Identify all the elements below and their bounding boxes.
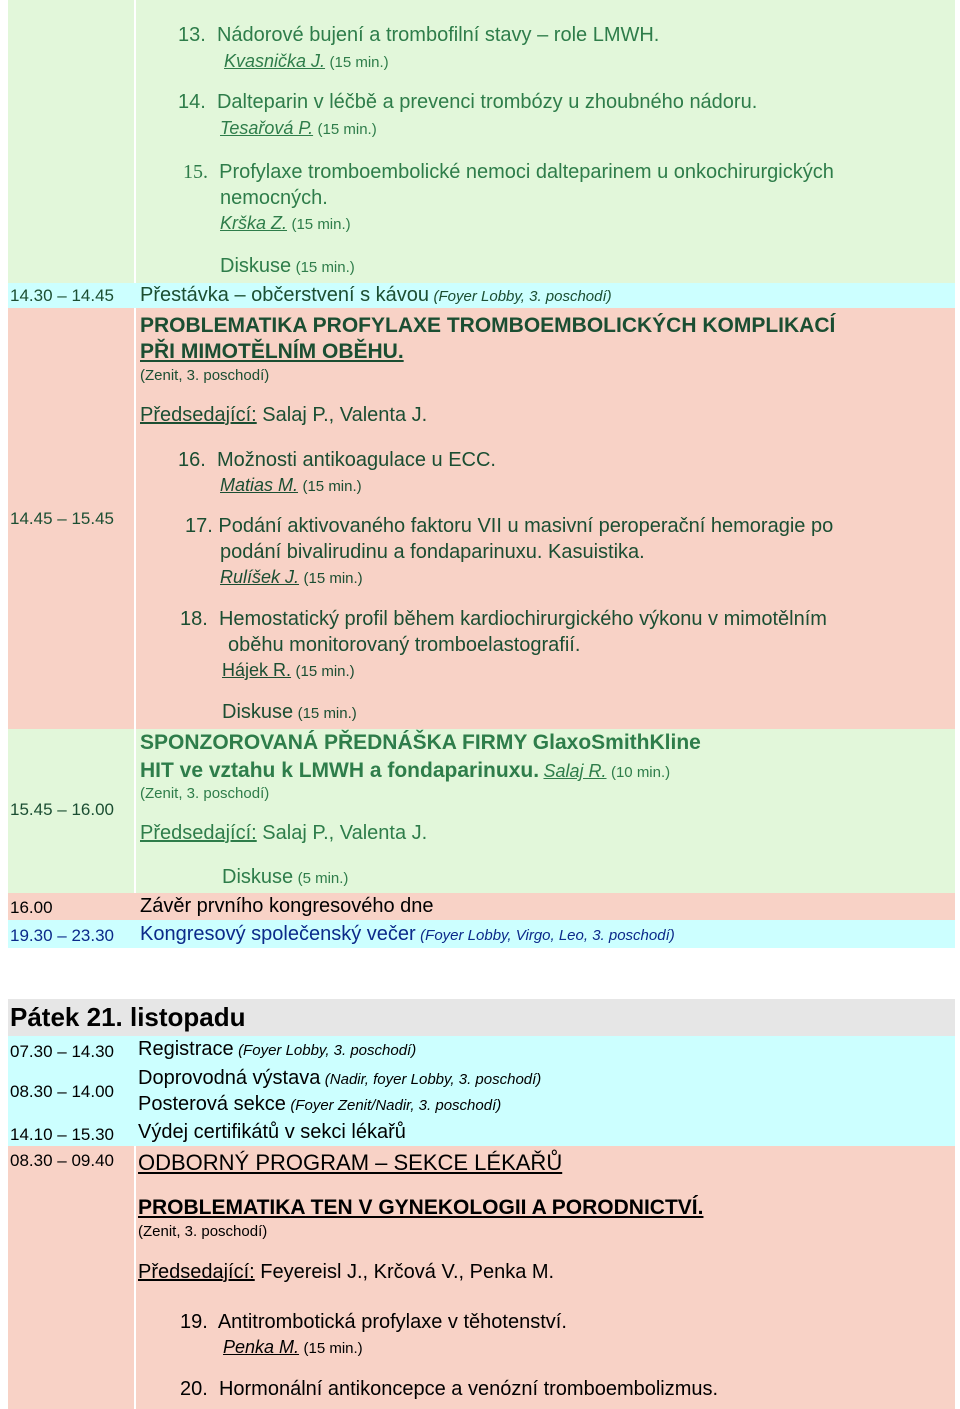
sponsored-talk-title: HIT ve vztahu k LMWH a fondaparinuxu. — [140, 759, 540, 782]
closing-time: 16.00 — [10, 898, 53, 917]
break1-location: (Foyer Lobby, 3. poschodí) — [433, 288, 612, 305]
talk-author: Tesařová P. — [220, 118, 314, 138]
session3-time: 15.45 – 16.00 — [10, 800, 114, 819]
day2-row-line — [138, 1093, 501, 1116]
session2-chairs-line — [140, 404, 427, 427]
talk-17-title — [185, 515, 833, 538]
talk-number: 20. — [180, 1378, 208, 1400]
day2-row-title: Registrace — [138, 1038, 234, 1060]
closing-title: Závěr prvního kongresového dne — [140, 895, 434, 917]
program-time: 08.30 – 09.40 — [10, 1151, 114, 1170]
talk-duration: (15 min.) — [317, 121, 377, 138]
discussion-duration: (5 min.) — [297, 870, 349, 887]
session2-location: (Zenit, 3. poschodí) — [140, 367, 270, 384]
talk-number: 16. — [178, 449, 206, 471]
talk-number: 14. — [178, 91, 206, 113]
day2-row-line — [138, 1038, 416, 1061]
program-chairs-line — [138, 1261, 554, 1284]
day2-row-title: Výdej certifikátů v sekci lékařů — [138, 1121, 406, 1143]
program-location: (Zenit, 3. poschodí) — [138, 1223, 268, 1240]
talk-15-author-line — [220, 213, 351, 234]
talk-author: Penka M. — [223, 1337, 300, 1357]
day2-row-time: 14.10 – 15.30 — [10, 1125, 114, 1144]
discussion-label: Diskuse — [220, 255, 292, 277]
day2-row-time: 08.30 – 14.00 — [10, 1082, 114, 1101]
discussion-label: Diskuse — [222, 701, 294, 723]
evening-line — [140, 923, 675, 946]
talk-13-author-line — [224, 51, 389, 72]
session3-discussion — [222, 866, 348, 889]
break1-line — [140, 284, 612, 307]
talk-20-title — [180, 1378, 718, 1401]
talk-duration: (15 min.) — [291, 216, 351, 233]
talk-number: 13. — [178, 24, 206, 46]
talk-title: Nádorové bujení a trombofilní stavy – role LMWH. — [216, 24, 660, 46]
talk-author: Rulíšek J. — [220, 567, 300, 587]
session2-title-line2: PŘI MIMOTĚLNÍM OBĚHU. — [140, 340, 404, 363]
chair-label: Předsedající: — [140, 404, 257, 426]
day2-row-title: Doprovodná výstava — [138, 1067, 321, 1089]
talk-number: 17. — [185, 515, 213, 537]
day2-row-location: (Nadir, foyer Lobby, 3. poschodí) — [324, 1071, 542, 1088]
talk-author: Matias M. — [220, 475, 299, 495]
talk-title: Možnosti antikoagulace u ECC. — [216, 449, 496, 471]
talk-15-title — [183, 161, 834, 184]
chairs: Feyereisl J., Krčová V., Penka M. — [260, 1261, 555, 1283]
talk-author: Salaj R. — [543, 761, 607, 781]
talk-author: Hájek R. — [222, 660, 292, 680]
talk-number: 19. — [180, 1311, 208, 1333]
column-divider — [134, 1146, 136, 1409]
session3-chairs-line — [140, 822, 427, 845]
talk-title: Dalteparin v léčbě a prevenci trombózy u zhoubného nádoru. — [216, 91, 758, 113]
day2-row-location: (Foyer Zenit/Nadir, 3. poschodí) — [290, 1097, 502, 1114]
day2-row-time: 07.30 – 14.30 — [10, 1042, 114, 1061]
talk-title: Profylaxe tromboembolické nemoci dalteparinem u onkochirurgických — [219, 161, 834, 183]
discussion-label: Diskuse — [222, 866, 294, 888]
day2-row-line — [138, 1067, 541, 1090]
talk-duration: (10 min.) — [610, 764, 671, 781]
chair-label: Předsedající: — [140, 822, 257, 844]
talk-duration: (15 min.) — [302, 478, 362, 495]
talk-16-author-line — [220, 475, 362, 496]
talk-author: Kvasnička J. — [224, 51, 326, 71]
talk-15-title-line2: nemocných. — [220, 187, 328, 209]
block1-discussion — [220, 255, 355, 278]
chairs: Salaj P., Valenta J. — [262, 822, 428, 844]
break1-time: 14.30 – 14.45 — [10, 286, 114, 305]
session3-location: (Zenit, 3. poschodí) — [140, 785, 270, 802]
talk-number: 18. — [180, 608, 208, 630]
talk-18-author-line — [222, 660, 355, 681]
column-divider — [134, 0, 136, 283]
talk-duration: (15 min.) — [303, 570, 363, 587]
day2-heading: Pátek 21. listopadu — [10, 1002, 246, 1032]
talk-18-title — [180, 608, 827, 631]
evening-time: 19.30 – 23.30 — [10, 926, 114, 945]
talk-14-author-line — [220, 118, 377, 139]
talk-title: Hemostatický profil během kardiochirurgického výkonu v mimotělním — [218, 608, 827, 630]
column-divider — [134, 308, 136, 893]
evening-title: Kongresový společenský večer — [140, 923, 416, 945]
talk-14-title — [178, 91, 757, 114]
program-heading: ODBORNÝ PROGRAM – SEKCE LÉKAŘŮ — [138, 1150, 563, 1175]
session3-title-line1: SPONZOROVANÁ PŘEDNÁŠKA FIRMY GlaxoSmithKline — [140, 731, 701, 754]
talk-19-author-line — [223, 1337, 363, 1358]
session2-time: 14.45 – 15.45 — [10, 509, 114, 528]
talk-duration: (15 min.) — [303, 1340, 363, 1357]
program-session-title: PROBLEMATIKA TEN V GYNEKOLOGII A PORODNICTVÍ. — [138, 1196, 704, 1219]
session3-title-line2 — [140, 759, 670, 783]
evening-location: (Foyer Lobby, Virgo, Leo, 3. poschodí) — [420, 927, 675, 944]
day2-row-title: Posterová sekce — [138, 1093, 286, 1115]
talk-19-title — [180, 1311, 567, 1334]
talk-17-author-line — [220, 567, 363, 588]
session2-title-line1: PROBLEMATIKA PROFYLAXE TROMBOEMBOLICKÝCH KOMPLIKACÍ — [140, 314, 836, 337]
talk-13-title — [178, 24, 659, 47]
talk-number: 15. — [183, 161, 208, 183]
talk-16-title — [178, 449, 496, 472]
discussion-duration: (15 min.) — [295, 259, 355, 276]
chair-label: Předsedající: — [138, 1261, 255, 1283]
discussion-duration: (15 min.) — [297, 705, 357, 722]
talk-author: Krška Z. — [220, 213, 288, 233]
talk-duration: (15 min.) — [329, 54, 389, 71]
talk-title: Podání aktivovaného faktoru VII u masivní peroperační hemoragie po — [218, 515, 834, 537]
talk-18-title-line2: oběhu monitorovaný tromboelastografií. — [228, 634, 581, 656]
break1-title: Přestávka – občerstvení s kávou — [140, 284, 430, 306]
chairs: Salaj P., Valenta J. — [262, 404, 428, 426]
talk-duration: (15 min.) — [295, 663, 355, 680]
talk-title: Hormonální antikoncepce a venózní tromboembolizmus. — [218, 1378, 719, 1400]
day2-row-location: (Foyer Lobby, 3. poschodí) — [238, 1042, 417, 1059]
talk-17-title-line2: podání bivalirudinu a fondaparinuxu. Kasuistika. — [220, 541, 645, 563]
session2-discussion — [222, 701, 357, 724]
talk-title: Antitrombotická profylaxe v těhotenství. — [217, 1311, 567, 1333]
